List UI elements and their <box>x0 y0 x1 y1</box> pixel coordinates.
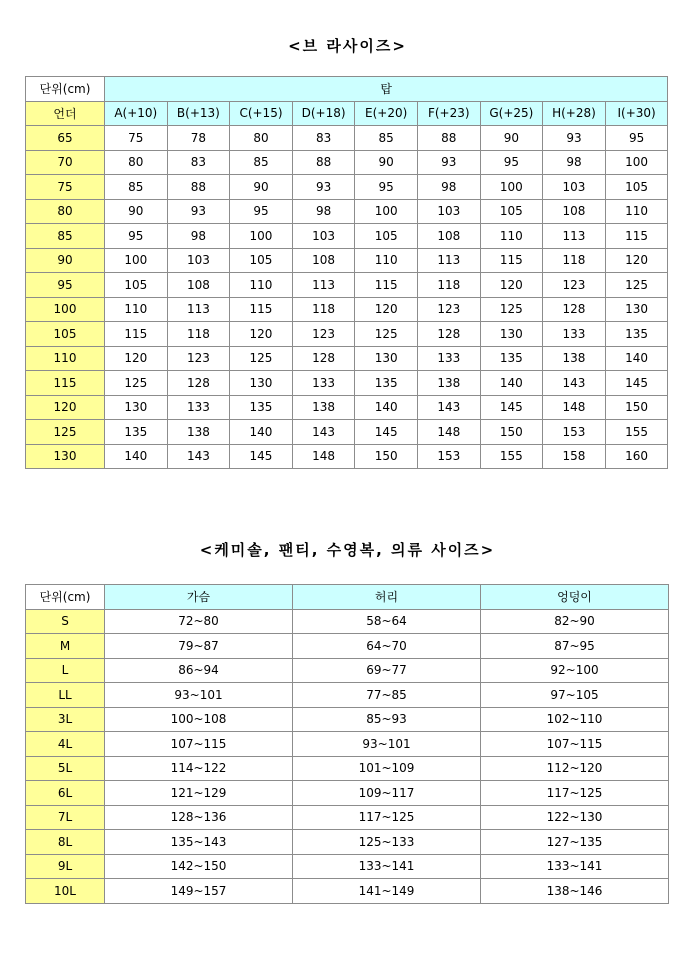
top-value: 93 <box>292 175 355 200</box>
under-size: 115 <box>26 371 105 396</box>
top-value: 95 <box>480 150 543 175</box>
table-row <box>26 420 668 445</box>
table-row <box>26 879 669 904</box>
table-row <box>26 756 669 781</box>
under-size: 110 <box>26 346 105 371</box>
top-value: 115 <box>605 224 668 249</box>
top-value: 128 <box>167 371 230 396</box>
top-value: 93 <box>543 126 606 151</box>
under-size: 80 <box>26 199 105 224</box>
top-value: 145 <box>230 444 293 469</box>
top-value: 103 <box>167 248 230 273</box>
under-size: 95 <box>26 273 105 298</box>
unit-label: 단위(cm) <box>26 585 105 610</box>
top-value: 115 <box>355 273 418 298</box>
size-label: 4L <box>26 732 105 757</box>
top-value: 148 <box>292 444 355 469</box>
table-row <box>26 150 668 175</box>
top-value: 95 <box>230 199 293 224</box>
under-size: 100 <box>26 297 105 322</box>
cup-header: H(+28) <box>543 101 606 126</box>
size-label: L <box>26 658 105 683</box>
table-row <box>26 371 668 396</box>
top-value: 83 <box>292 126 355 151</box>
under-size: 90 <box>26 248 105 273</box>
top-value: 105 <box>480 199 543 224</box>
unit-label: 단위(cm) <box>26 77 105 102</box>
measure-value: 100~108 <box>105 707 293 732</box>
measure-value: 72~80 <box>105 609 293 634</box>
table-row <box>26 248 668 273</box>
top-value: 140 <box>480 371 543 396</box>
bra-size-title: <브 라사이즈> <box>288 37 407 55</box>
measure-value: 85~93 <box>293 707 481 732</box>
measure-value: 122~130 <box>481 805 669 830</box>
top-value: 130 <box>480 322 543 347</box>
table-row <box>26 634 669 659</box>
measure-value: 125~133 <box>293 830 481 855</box>
top-value: 98 <box>417 175 480 200</box>
measure-value: 86~94 <box>105 658 293 683</box>
top-value: 148 <box>543 395 606 420</box>
top-value: 90 <box>105 199 168 224</box>
top-value: 133 <box>543 322 606 347</box>
top-value: 118 <box>543 248 606 273</box>
measure-value: 77~85 <box>293 683 481 708</box>
top-value: 128 <box>292 346 355 371</box>
top-value: 123 <box>417 297 480 322</box>
top-value: 138 <box>543 346 606 371</box>
top-value: 140 <box>105 444 168 469</box>
under-size: 125 <box>26 420 105 445</box>
measure-value: 107~115 <box>105 732 293 757</box>
table-row <box>26 805 669 830</box>
cup-header: C(+15) <box>230 101 293 126</box>
table-row <box>26 658 669 683</box>
under-size: 85 <box>26 224 105 249</box>
top-value: 110 <box>605 199 668 224</box>
top-value: 103 <box>417 199 480 224</box>
measure-value: 97~105 <box>481 683 669 708</box>
table-row <box>26 854 669 879</box>
top-value: 135 <box>105 420 168 445</box>
measure-value: 92~100 <box>481 658 669 683</box>
size-label: 3L <box>26 707 105 732</box>
table-row <box>26 126 668 151</box>
top-value: 110 <box>230 273 293 298</box>
measure-header: 엉덩이 <box>481 585 669 610</box>
top-value: 75 <box>105 126 168 151</box>
top-value: 153 <box>543 420 606 445</box>
top-value: 120 <box>105 346 168 371</box>
top-value: 88 <box>417 126 480 151</box>
under-size: 70 <box>26 150 105 175</box>
top-value: 130 <box>230 371 293 396</box>
measure-value: 69~77 <box>293 658 481 683</box>
clothing-size-title: <케미솔, 팬티, 수영복, 의류 사이즈> <box>199 541 496 559</box>
measure-value: 149~157 <box>105 879 293 904</box>
top-value: 95 <box>105 224 168 249</box>
measure-value: 107~115 <box>481 732 669 757</box>
top-value: 143 <box>543 371 606 396</box>
measure-value: 58~64 <box>293 609 481 634</box>
top-value: 120 <box>480 273 543 298</box>
top-value: 133 <box>417 346 480 371</box>
top-value: 95 <box>355 175 418 200</box>
measure-value: 114~122 <box>105 756 293 781</box>
cup-header: G(+25) <box>480 101 543 126</box>
top-value: 145 <box>605 371 668 396</box>
measure-value: 87~95 <box>481 634 669 659</box>
top-value: 108 <box>292 248 355 273</box>
size-label: M <box>26 634 105 659</box>
top-value: 125 <box>230 346 293 371</box>
top-value: 155 <box>480 444 543 469</box>
top-value: 130 <box>355 346 418 371</box>
top-value: 145 <box>355 420 418 445</box>
top-value: 105 <box>355 224 418 249</box>
top-value: 115 <box>230 297 293 322</box>
top-value: 148 <box>417 420 480 445</box>
top-value: 158 <box>543 444 606 469</box>
top-value: 90 <box>480 126 543 151</box>
size-label: 10L <box>26 879 105 904</box>
table-row <box>26 444 668 469</box>
table-row <box>26 707 669 732</box>
top-value: 143 <box>417 395 480 420</box>
size-label: 9L <box>26 854 105 879</box>
table-row <box>26 683 669 708</box>
top-value: 120 <box>230 322 293 347</box>
measure-value: 135~143 <box>105 830 293 855</box>
measure-value: 93~101 <box>293 732 481 757</box>
top-value: 98 <box>543 150 606 175</box>
top-value: 150 <box>605 395 668 420</box>
top-value: 100 <box>105 248 168 273</box>
top-value: 125 <box>480 297 543 322</box>
top-value: 125 <box>355 322 418 347</box>
top-value: 100 <box>605 150 668 175</box>
top-value: 138 <box>417 371 480 396</box>
top-value: 138 <box>167 420 230 445</box>
table-row <box>26 346 668 371</box>
top-value: 105 <box>230 248 293 273</box>
top-value: 85 <box>105 175 168 200</box>
top-value: 118 <box>292 297 355 322</box>
table-row <box>26 273 668 298</box>
table-row <box>26 781 669 806</box>
table-row <box>26 322 668 347</box>
top-value: 105 <box>605 175 668 200</box>
top-value: 95 <box>605 126 668 151</box>
measure-value: 101~109 <box>293 756 481 781</box>
measure-value: 82~90 <box>481 609 669 634</box>
top-value: 125 <box>605 273 668 298</box>
top-value: 113 <box>292 273 355 298</box>
top-value: 133 <box>292 371 355 396</box>
top-value: 88 <box>292 150 355 175</box>
measure-value: 127~135 <box>481 830 669 855</box>
top-value: 90 <box>230 175 293 200</box>
table-row <box>26 830 669 855</box>
measure-value: 141~149 <box>293 879 481 904</box>
top-value: 125 <box>105 371 168 396</box>
measure-value: 128~136 <box>105 805 293 830</box>
top-value: 160 <box>605 444 668 469</box>
top-value: 100 <box>355 199 418 224</box>
measure-value: 93~101 <box>105 683 293 708</box>
top-value: 100 <box>480 175 543 200</box>
measure-header: 허리 <box>293 585 481 610</box>
cup-header: E(+20) <box>355 101 418 126</box>
measure-value: 138~146 <box>481 879 669 904</box>
top-value: 130 <box>105 395 168 420</box>
top-value: 128 <box>543 297 606 322</box>
measure-value: 102~110 <box>481 707 669 732</box>
top-value: 78 <box>167 126 230 151</box>
top-value: 80 <box>230 126 293 151</box>
table-row <box>26 395 668 420</box>
top-value: 155 <box>605 420 668 445</box>
top-value: 98 <box>292 199 355 224</box>
table-row <box>26 199 668 224</box>
top-value: 113 <box>417 248 480 273</box>
top-value: 100 <box>230 224 293 249</box>
top-value: 108 <box>417 224 480 249</box>
size-label: 6L <box>26 781 105 806</box>
top-value: 118 <box>167 322 230 347</box>
size-label: 8L <box>26 830 105 855</box>
top-value: 105 <box>105 273 168 298</box>
cup-header: I(+30) <box>605 101 668 126</box>
top-value: 113 <box>543 224 606 249</box>
cup-header: A(+10) <box>105 101 168 126</box>
measure-value: 133~141 <box>293 854 481 879</box>
top-value: 110 <box>480 224 543 249</box>
size-label: S <box>26 609 105 634</box>
size-label: LL <box>26 683 105 708</box>
top-value: 93 <box>417 150 480 175</box>
size-label: 7L <box>26 805 105 830</box>
measure-value: 112~120 <box>481 756 669 781</box>
measure-value: 79~87 <box>105 634 293 659</box>
top-value: 88 <box>167 175 230 200</box>
top-value: 135 <box>355 371 418 396</box>
under-size: 75 <box>26 175 105 200</box>
top-value: 110 <box>105 297 168 322</box>
cup-header: B(+13) <box>167 101 230 126</box>
under-header: 언더 <box>26 101 105 126</box>
measure-value: 133~141 <box>481 854 669 879</box>
top-value: 120 <box>355 297 418 322</box>
top-value: 115 <box>480 248 543 273</box>
table-row <box>26 175 668 200</box>
measure-value: 121~129 <box>105 781 293 806</box>
top-value: 98 <box>167 224 230 249</box>
top-value: 123 <box>543 273 606 298</box>
measure-value: 117~125 <box>481 781 669 806</box>
top-value: 90 <box>355 150 418 175</box>
top-header: 탑 <box>105 77 668 102</box>
top-value: 140 <box>230 420 293 445</box>
top-value: 133 <box>167 395 230 420</box>
top-value: 83 <box>167 150 230 175</box>
top-value: 103 <box>543 175 606 200</box>
top-value: 108 <box>167 273 230 298</box>
cup-header: D(+18) <box>292 101 355 126</box>
top-value: 123 <box>167 346 230 371</box>
top-value: 130 <box>605 297 668 322</box>
measure-value: 142~150 <box>105 854 293 879</box>
table-row <box>26 609 669 634</box>
top-value: 93 <box>167 199 230 224</box>
top-value: 135 <box>230 395 293 420</box>
top-value: 140 <box>355 395 418 420</box>
top-value: 115 <box>105 322 168 347</box>
under-size: 105 <box>26 322 105 347</box>
measure-value: 109~117 <box>293 781 481 806</box>
bra-size-table <box>25 76 668 469</box>
top-value: 103 <box>292 224 355 249</box>
top-value: 143 <box>167 444 230 469</box>
top-value: 85 <box>230 150 293 175</box>
measure-value: 64~70 <box>293 634 481 659</box>
top-value: 128 <box>417 322 480 347</box>
under-size: 130 <box>26 444 105 469</box>
table-row <box>26 297 668 322</box>
top-value: 138 <box>292 395 355 420</box>
top-value: 153 <box>417 444 480 469</box>
table-row <box>26 732 669 757</box>
top-value: 120 <box>605 248 668 273</box>
top-value: 135 <box>605 322 668 347</box>
measure-header: 가슴 <box>105 585 293 610</box>
clothing-size-table <box>25 584 669 904</box>
top-value: 110 <box>355 248 418 273</box>
top-value: 108 <box>543 199 606 224</box>
measure-value: 117~125 <box>293 805 481 830</box>
cup-header: F(+23) <box>417 101 480 126</box>
table-row <box>26 224 668 249</box>
top-value: 113 <box>167 297 230 322</box>
top-value: 118 <box>417 273 480 298</box>
top-value: 135 <box>480 346 543 371</box>
top-value: 80 <box>105 150 168 175</box>
size-label: 5L <box>26 756 105 781</box>
top-value: 123 <box>292 322 355 347</box>
under-size: 120 <box>26 395 105 420</box>
top-value: 85 <box>355 126 418 151</box>
top-value: 150 <box>480 420 543 445</box>
top-value: 140 <box>605 346 668 371</box>
top-value: 143 <box>292 420 355 445</box>
top-value: 145 <box>480 395 543 420</box>
under-size: 65 <box>26 126 105 151</box>
top-value: 150 <box>355 444 418 469</box>
